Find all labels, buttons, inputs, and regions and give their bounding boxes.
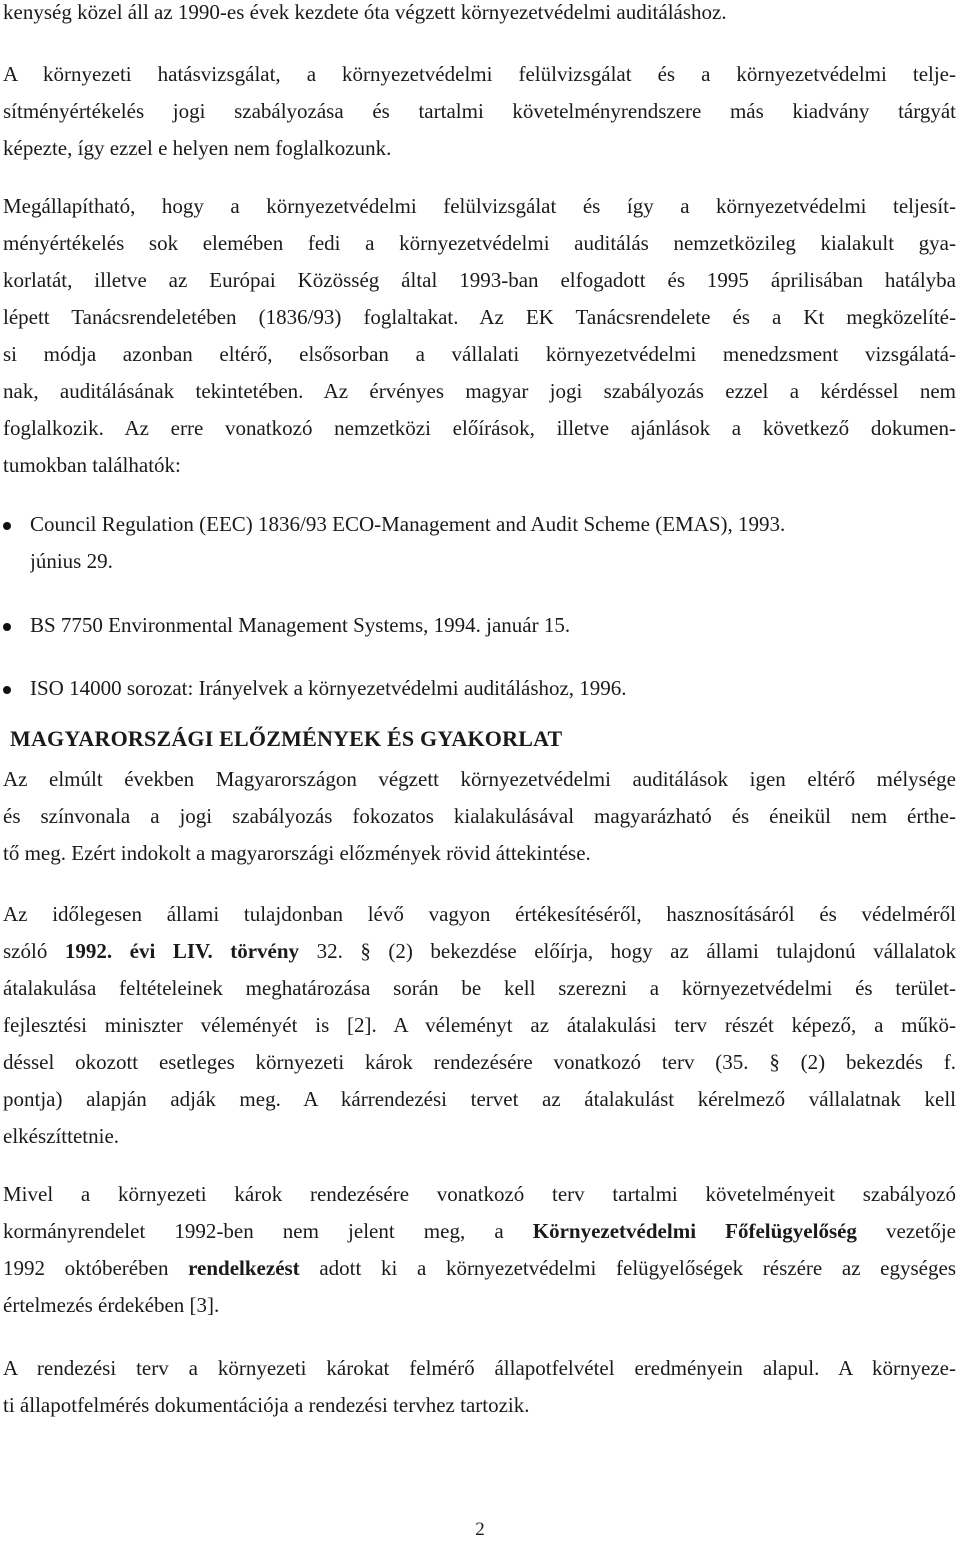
text-line: átalakulása feltételeinek meghatározása során be kell szerezni a környezetvédelmi és terület- [3, 976, 956, 1000]
text-line: korlatát, illetve az Európai Közösség által 1993-ban elfogadott és 1995 áprilisában hatályba [3, 268, 956, 292]
text-line: pontja) alapján adják meg. A kárrendezési tervet az átalakulást kérelmező vállalatnak kell [3, 1087, 956, 1111]
text-line: A rendezési terv a környezeti károkat felmérő állapotfelvétel eredményein alapul. A környeze- [3, 1356, 956, 1380]
text-line: ményértékelés sok elemében fedi a környezetvédelmi auditálás nemzetközileg kialakult gya- [3, 231, 956, 255]
paragraph-impact-assessment [3, 56, 956, 167]
text-line: sítményértékelés jogi szabályozása és tartalmi követelményrendszere más kiadvány tárgyát [3, 99, 956, 123]
text-line: szóló 1992. évi LIV. törvény 32. § (2) bekezdése előírja, hogy az állami tulajdonú vállalatok [3, 939, 956, 963]
text-line: tő meg. Ezért indokolt a magyarországi előzmények rövid áttekintése. [3, 841, 591, 865]
text-line: nak, auditálásának tekintetében. Az érvényes magyar jogi szabályozás ezzel a kérdéssel nem [3, 379, 956, 403]
text-line: június 29. [30, 549, 113, 573]
text-line: kormányrendelet 1992-ben nem jelent meg, a Környezetvédelmi Főfelügyelőség vezetője [3, 1219, 956, 1243]
text-line: ISO 14000 sorozat: Irányelvek a környezetvédelmi auditáláshoz, 1996. [30, 676, 627, 700]
text-line: képezte, így ezzel e helyen nem foglalkozunk. [3, 136, 392, 160]
text-line: értelmezés érdekében [3]. [3, 1293, 220, 1317]
text-line: kenység közel áll az 1990-es évek kezdete óta végzett környezetvédelmi auditáláshoz. [3, 0, 727, 24]
authority-name: Környezetvédelmi Főfelügyelőség [532, 1219, 857, 1243]
paragraph-state-property-law [3, 896, 956, 1155]
text-line: lépett Tanácsrendeletében (1836/93) foglaltakat. Az EK Tanácsrendelete és a Kt megközelíté- [3, 305, 956, 329]
paragraph-inspectorate [3, 1176, 956, 1324]
text-line: A környezeti hatásvizsgálat, a környezetvédelmi felülvizsgálat és a környezetvédelmi telje- [3, 62, 956, 86]
text-line: foglalkozik. Az erre vonatkozó nemzetközi előírások, illetve ajánlások a következő dokumen- [3, 416, 956, 440]
paragraph-intro-tail [3, 0, 956, 31]
text-line: Megállapítható, hogy a környezetvédelmi felülvizsgálat és így a környezetvédelmi teljesít- [3, 194, 956, 218]
regulation-term: rendelkezést [188, 1256, 300, 1280]
text-line: Az időlegesen állami tulajdonban lévő vagyon értékesítéséről, hasznosításáról és védelméről [3, 902, 956, 926]
text-line: Council Regulation (EEC) 1836/93 ECO-Management and Audit Scheme (EMAS), 1993. [30, 512, 786, 536]
text-line: és színvonala a jogi szabályozás fokozatos kialakulásával magyarázható és éneikül nem érthe- [3, 804, 956, 828]
law-reference: 1992. évi LIV. törvény [64, 939, 300, 963]
bullet-icon [3, 623, 11, 631]
section-heading: MAGYARORSZÁGI ELŐZMÉNYEK ÉS GYAKORLAT [10, 726, 563, 751]
text-line: déssel okozott esetleges környezeti károk rendezésére vonatkozó terv (35. § (2) bekezdés f. [3, 1050, 956, 1074]
text-line: BS 7750 Environmental Management Systems, 1994. január 15. [30, 613, 571, 637]
paragraph-review-comparison [3, 188, 956, 484]
paragraph-settlement-plan [3, 1350, 956, 1424]
bullet-icon [3, 686, 11, 694]
text-line: si módja azonban eltérő, elsősorban a vállalati környezetvédelmi menedzsment vizsgálatá- [3, 342, 956, 366]
text-line: tumokban találhatók: [3, 453, 181, 477]
paragraph-hungarian-background [3, 761, 956, 872]
text-line: 1992 októberében rendelkezést adott ki a környezetvédelmi felügyelőségek részére az egységes [3, 1256, 956, 1280]
text-line: ti állapotfelmérés dokumentációja a rendezési tervhez tartozik. [3, 1393, 530, 1417]
page-number: 2 [475, 1519, 485, 1540]
text-line: Mivel a környezeti károk rendezésére vonatkozó terv tartalmi követelményeit szabályozó [3, 1182, 956, 1206]
text-line: Az elmúlt években Magyarországon végzett környezetvédelmi auditálások igen eltérő mélysége [3, 767, 956, 791]
text-line: fejlesztési miniszter véleményét is [2]. A véleményt az átalakulási terv részét képező, a műkö- [3, 1013, 956, 1037]
bullet-icon [3, 522, 11, 530]
text-line: elkészíttetnie. [3, 1124, 120, 1148]
